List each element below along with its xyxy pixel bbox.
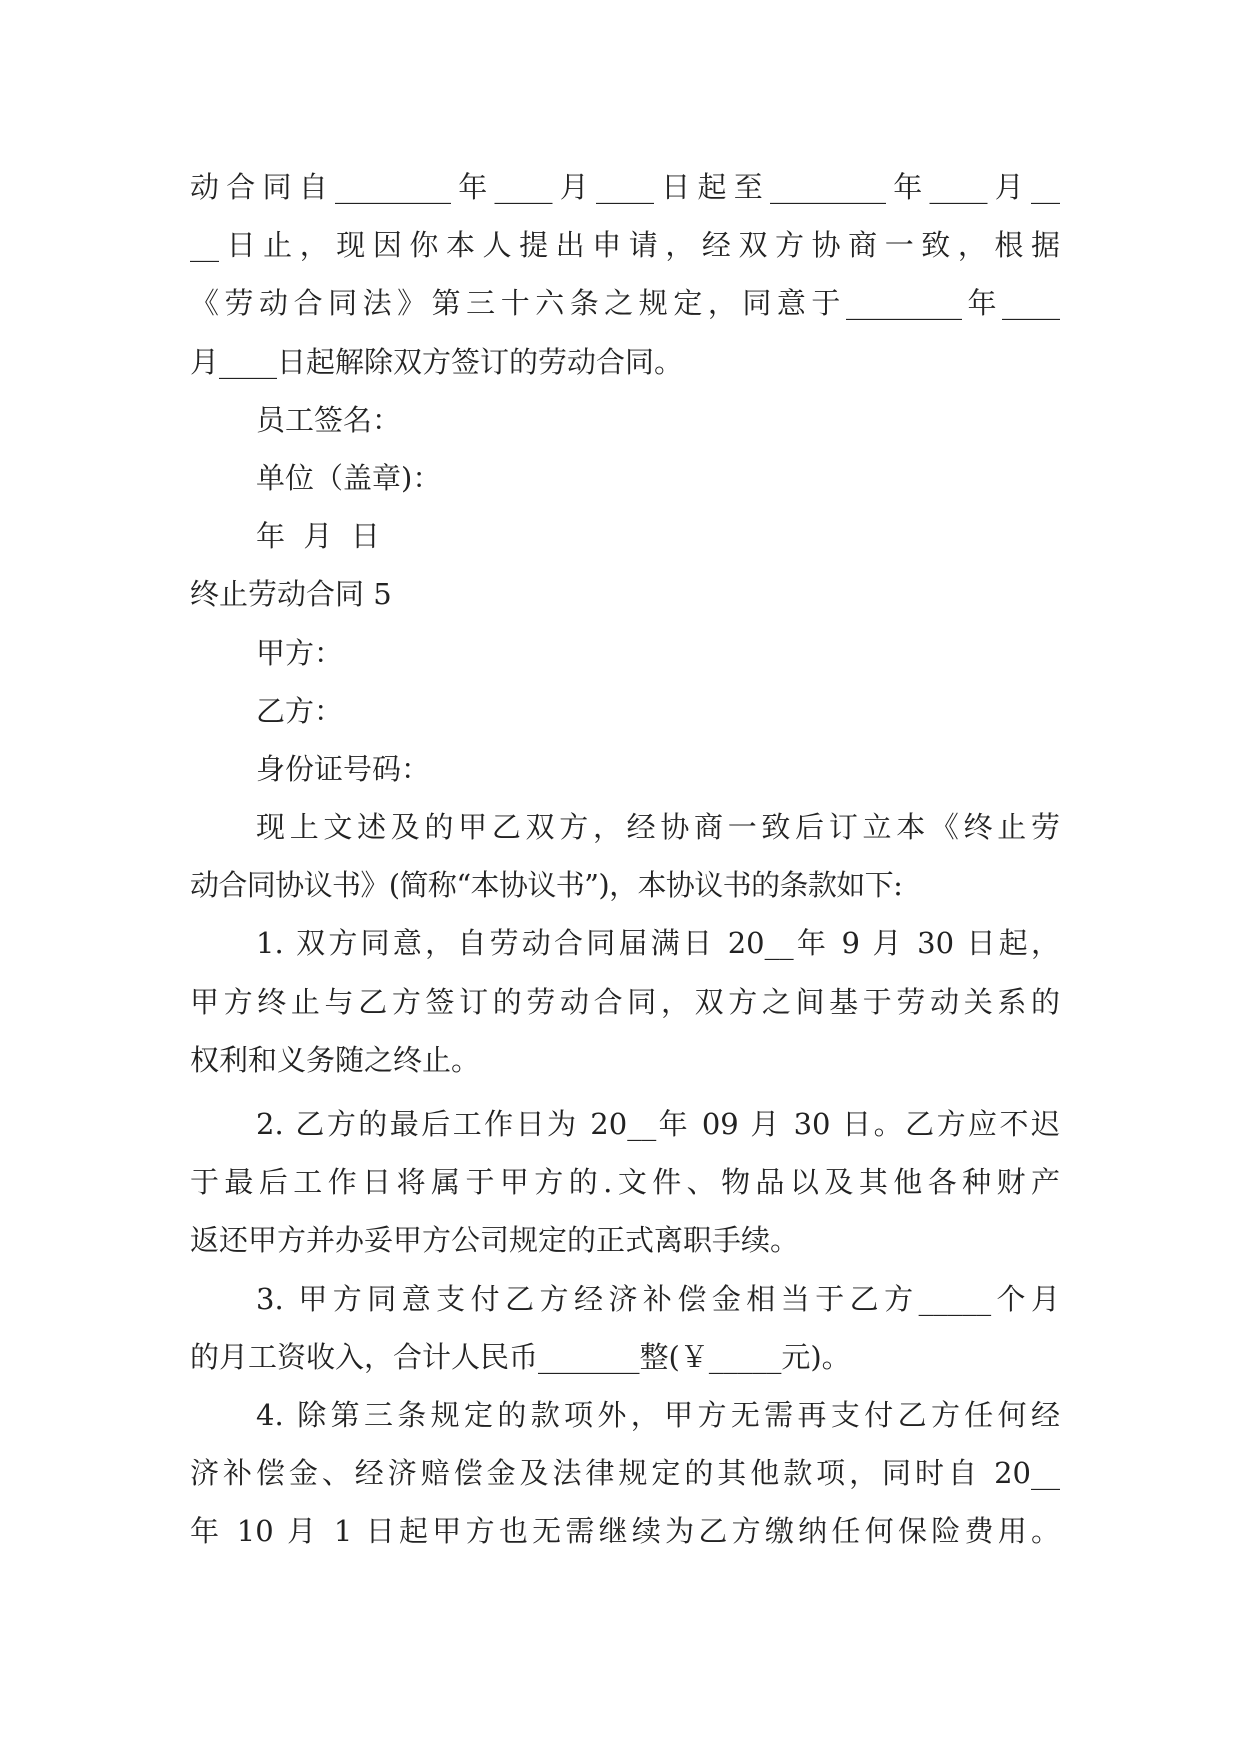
text-line-1: 动合同自________年____月____日起至________年____月__ — [190, 170, 1060, 204]
clause-1-line-3: 权利和义务随之终止。 — [190, 1042, 481, 1077]
section-heading: 终止劳动合同 5 — [190, 577, 392, 612]
id-number-label: 身份证号码： — [256, 751, 431, 786]
text-line-3: 《劳动合同法》第三十六条之规定，同意于________年____ — [190, 286, 1060, 321]
clause-3-line-2: 的月工资收入，合计人民币_______整(￥_____元)。 — [190, 1339, 851, 1374]
text-line-4: 月____日起解除双方签订的劳动合同。 — [190, 344, 684, 379]
date-label: 年 月 日 — [256, 519, 380, 554]
clause-4-line-3: 年 10 月 1 日起甲方也无需继续为乙方缴纳任何保险费用。 — [190, 1514, 1060, 1549]
clause-1-line-2: 甲方终止与乙方签订的劳动合同，双方之间基于劳动关系的 — [190, 984, 1060, 1019]
clause-4-line-1: 4. 除第三条规定的款项外，甲方无需再支付乙方任何经 — [256, 1397, 1060, 1432]
intro-paragraph-line-2: 动合同协议书》(简称“本协议书”)，本协议书的条款如下: — [190, 868, 903, 903]
clause-4-line-2: 济补偿金、经济赔偿金及法律规定的其他款项，同时自 20__ — [190, 1456, 1060, 1491]
clause-1-line-1: 1. 双方同意，自劳动合同届满日 20__年 9 月 30 日起， — [256, 926, 1060, 961]
intro-paragraph-line-1: 现上文述及的甲乙双方，经协商一致后订立本《终止劳 — [256, 810, 1060, 845]
clause-2-line-3: 返还甲方并办妥甲方公司规定的正式离职手续。 — [190, 1223, 800, 1258]
company-seal-label: 单位（盖章)： — [256, 460, 442, 495]
text-line-2: __日止，现因你本人提出申请，经双方协商一致，根据 — [190, 228, 1060, 263]
document-body — [190, 158, 1060, 1561]
party-b-label: 乙方： — [256, 693, 344, 728]
employee-signature-label: 员工签名： — [256, 402, 402, 437]
clause-2-line-1: 2. 乙方的最后工作日为 20__年 09 月 30 日。乙方应不迟 — [256, 1107, 1060, 1141]
clause-3-line-1: 3. 甲方同意支付乙方经济补偿金相当于乙方_____个月 — [256, 1281, 1060, 1316]
clause-2-line-2: 于最后工作日将属于甲方的.文件、物品以及其他各种财产 — [190, 1165, 1060, 1200]
party-a-label: 甲方： — [256, 635, 344, 670]
